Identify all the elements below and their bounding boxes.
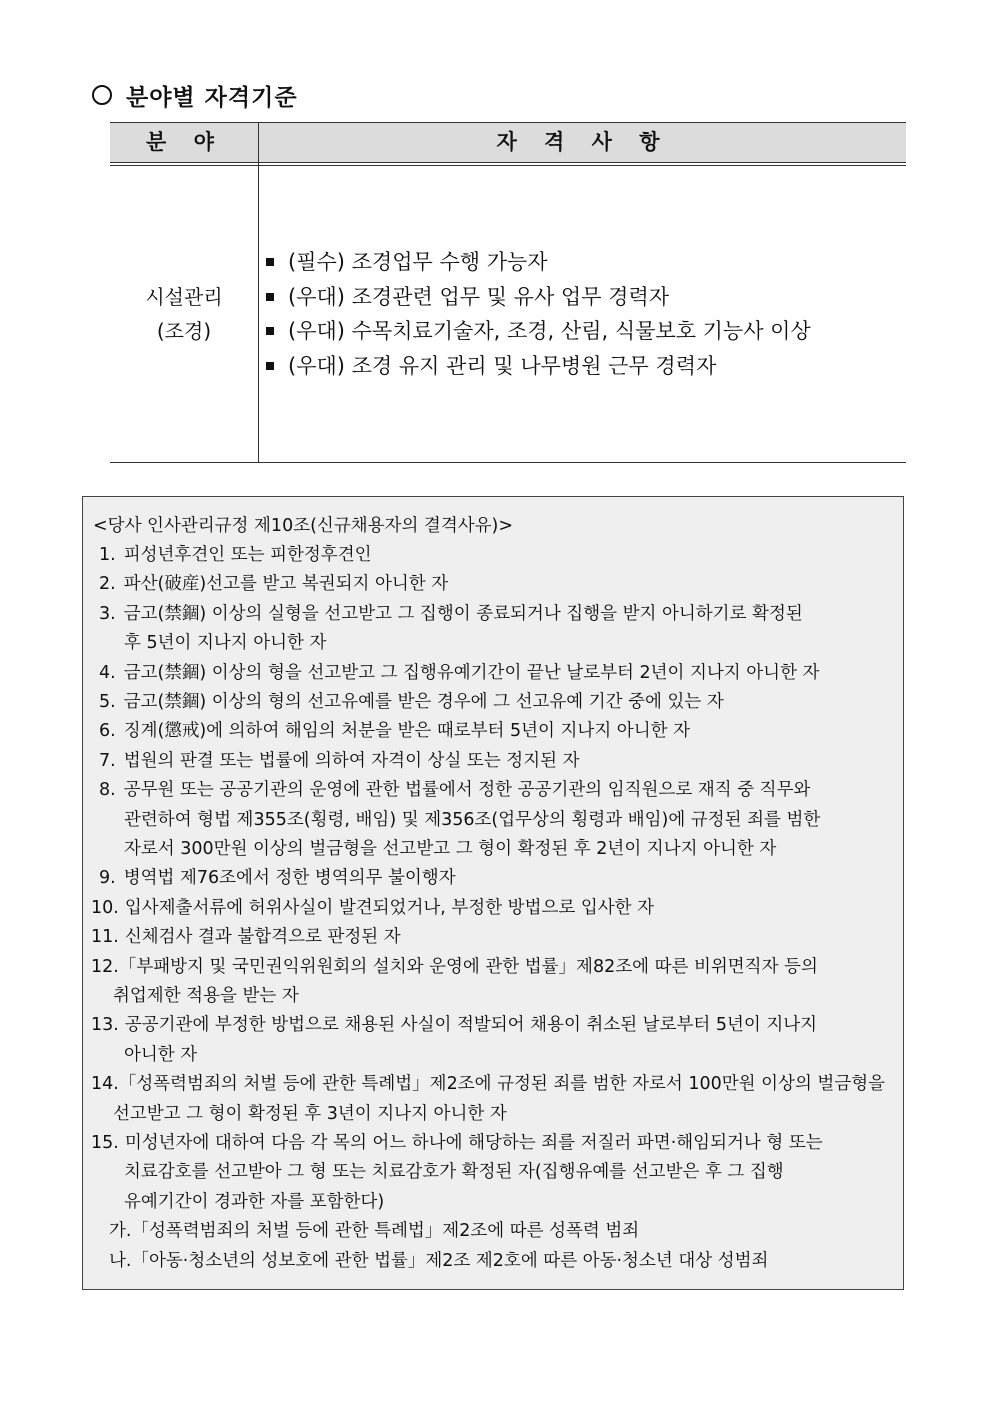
square-bullet-icon: [266, 327, 274, 335]
item-text: 신체검사 결과 불합격으로 판정된 자: [124, 927, 401, 948]
item-number: 7.: [99, 750, 116, 771]
regulation-subitem: 나.「아동·청소년의 성보호에 관한 법률」제2조 제2호에 따른 아동·청소년 대상 성범죄: [109, 1250, 769, 1271]
regulation-item: [99, 776, 810, 805]
item-number: 2.: [99, 574, 116, 595]
section-title: 분야별 자격기준: [126, 83, 298, 111]
regulation-subitem: 가.「성폭력범죄의 처벌 등에 관한 특례법」제2조에 따른 성폭력 범죄: [109, 1221, 640, 1242]
regulation-item: [99, 541, 372, 570]
requirement-item: [266, 280, 906, 315]
item-text: 병역법 제76조에서 정한 병역의무 불이행자: [123, 868, 456, 889]
qualification-table: [110, 122, 906, 463]
regulation-item: [91, 1129, 823, 1158]
item-text: 징계(懲戒)에 의하여 해임의 처분을 받은 때로부터 5년이 지나지 아니한 자: [123, 721, 690, 742]
item-text: 금고(禁錮) 이상의 형을 선고받고 그 집행유예기간이 끝난 날로부터 2년이 지나지 아니한 자: [123, 662, 820, 683]
regulation-box: [82, 496, 904, 1290]
header-field: 분 야: [146, 130, 224, 154]
regulation-item-continuation: 취업제한 적용을 받는 자: [113, 986, 299, 1006]
table-bottom-rule: [110, 462, 906, 463]
section-heading: [92, 78, 298, 112]
regulation-item: [99, 717, 690, 746]
regulation-item-continuation: 유예기간이 경과한 자를 포함한다): [124, 1191, 385, 1212]
item-number: 5.: [99, 692, 116, 712]
regulation-title: <당사 인사관리규정 제10조(신규채용자의 결격사유)>: [93, 516, 514, 536]
item-number: 4.: [99, 662, 116, 683]
regulation-item: [99, 570, 448, 599]
regulation-item: [91, 1070, 885, 1099]
item-text: 법원의 판결 또는 법률에 의하여 자격이 상실 또는 정지된 자: [123, 750, 580, 771]
regulation-item: [91, 894, 654, 923]
field-subname: (조경): [156, 319, 212, 343]
item-text: 공공기관에 부정한 방법으로 채용된 사실이 적발되어 채용이 취소된 날로부터 5년이 지나지: [124, 1015, 818, 1036]
item-number: 11.: [91, 927, 119, 948]
item-number: 1.: [99, 545, 116, 565]
table-header-row: [110, 122, 906, 162]
item-number: 12.: [91, 956, 119, 977]
item-number: 9.: [99, 868, 116, 889]
header-double-rule-top: [110, 162, 906, 163]
item-number: 10.: [91, 897, 119, 918]
item-number: 3.: [99, 603, 116, 624]
column-divider: [258, 122, 259, 463]
item-number: 6.: [99, 721, 116, 742]
regulation-item: [99, 600, 803, 629]
square-bullet-icon: [266, 293, 274, 301]
regulation-item: [99, 747, 580, 776]
regulation-item-continuation: 자로서 300만원 이상의 벌금형을 선고받고 그 형이 확정된 후 2년이 지나지 아니한 자: [124, 839, 777, 859]
regulation-item: [91, 1011, 817, 1040]
item-text: 「성폭력범죄의 처벌 등에 관한 특례법」제2조에 규정된 죄를 범한 자로서 100만원 이상의 벌금형을: [118, 1074, 886, 1095]
item-text: 미성년자에 대하여 다음 각 목의 어느 하나에 해당하는 죄를 저질러 파면·해임되거나 형 또는: [124, 1133, 823, 1153]
requirement-item: [266, 245, 906, 280]
item-text: 피성년후견인 또는 피한정후견인: [123, 545, 372, 565]
item-number: 8.: [99, 780, 116, 801]
item-number: 14.: [91, 1074, 119, 1095]
field-name: 시설관리: [145, 285, 223, 309]
regulation-item: [91, 923, 401, 952]
requirement-text: (필수) 조경업무 수행 가능자: [288, 250, 548, 274]
requirements-list: [266, 166, 906, 462]
square-bullet-icon: [266, 258, 274, 266]
item-number: 15.: [91, 1133, 119, 1153]
field-cell: [110, 166, 258, 462]
regulation-item-continuation: 관련하여 형법 제355조(횡령, 배임) 및 제356조(업무상의 횡령과 배임)에 규정된 죄를 범한: [124, 809, 821, 830]
regulation-item: [99, 864, 456, 893]
header-qualification: 자 격 사 항: [496, 130, 670, 154]
regulation-item-continuation: 선고받고 그 형이 확정된 후 3년이 지나지 아니한 자: [113, 1103, 507, 1124]
regulation-item: [99, 659, 819, 688]
requirement-item: [266, 349, 906, 384]
regulation-item-continuation: 후 5년이 지나지 아니한 자: [124, 633, 327, 654]
requirement-text: (우대) 수목치료기술자, 조경, 산림, 식물보호 기능사 이상: [288, 319, 811, 343]
item-text: 파산(破産)선고를 받고 복권되지 아니한 자: [123, 574, 449, 595]
item-text: 금고(禁錮) 이상의 실형을 선고받고 그 집행이 종료되거나 집행을 받지 아니하기로 확정된: [123, 603, 803, 624]
square-bullet-icon: [266, 362, 274, 370]
item-number: 13.: [91, 1015, 119, 1036]
regulation-item: [99, 688, 724, 717]
requirement-item: [266, 314, 906, 349]
requirement-text: (우대) 조경 유지 관리 및 나무병원 근무 경력자: [288, 353, 717, 378]
item-text: 「부패방지 및 국민권익위원회의 설치와 운영에 관한 법률」제82조에 따른 비위면직자 등의: [118, 956, 818, 977]
regulation-item: [91, 953, 818, 982]
regulation-item-continuation: 치료감호를 선고받아 그 형 또는 치료감호가 확정된 자(집행유예를 선고받은 후 그 집행: [124, 1162, 784, 1183]
item-text: 입사제출서류에 허위사실이 발견되었거나, 부정한 방법으로 입사한 자: [124, 897, 655, 918]
item-text: 공무원 또는 공공기관의 운영에 관한 법률에서 정한 공공기관의 임직원으로 재직 중 직무와: [123, 780, 811, 801]
regulation-item-continuation: 아니한 자: [124, 1044, 198, 1065]
circle-bullet-icon: [92, 85, 112, 105]
item-text: 금고(禁錮) 이상의 형의 선고유예를 받은 경우에 그 선고유예 기간 중에 있는 자: [123, 692, 724, 712]
requirement-text: (우대) 조경관련 업무 및 유사 업무 경력자: [288, 284, 670, 309]
